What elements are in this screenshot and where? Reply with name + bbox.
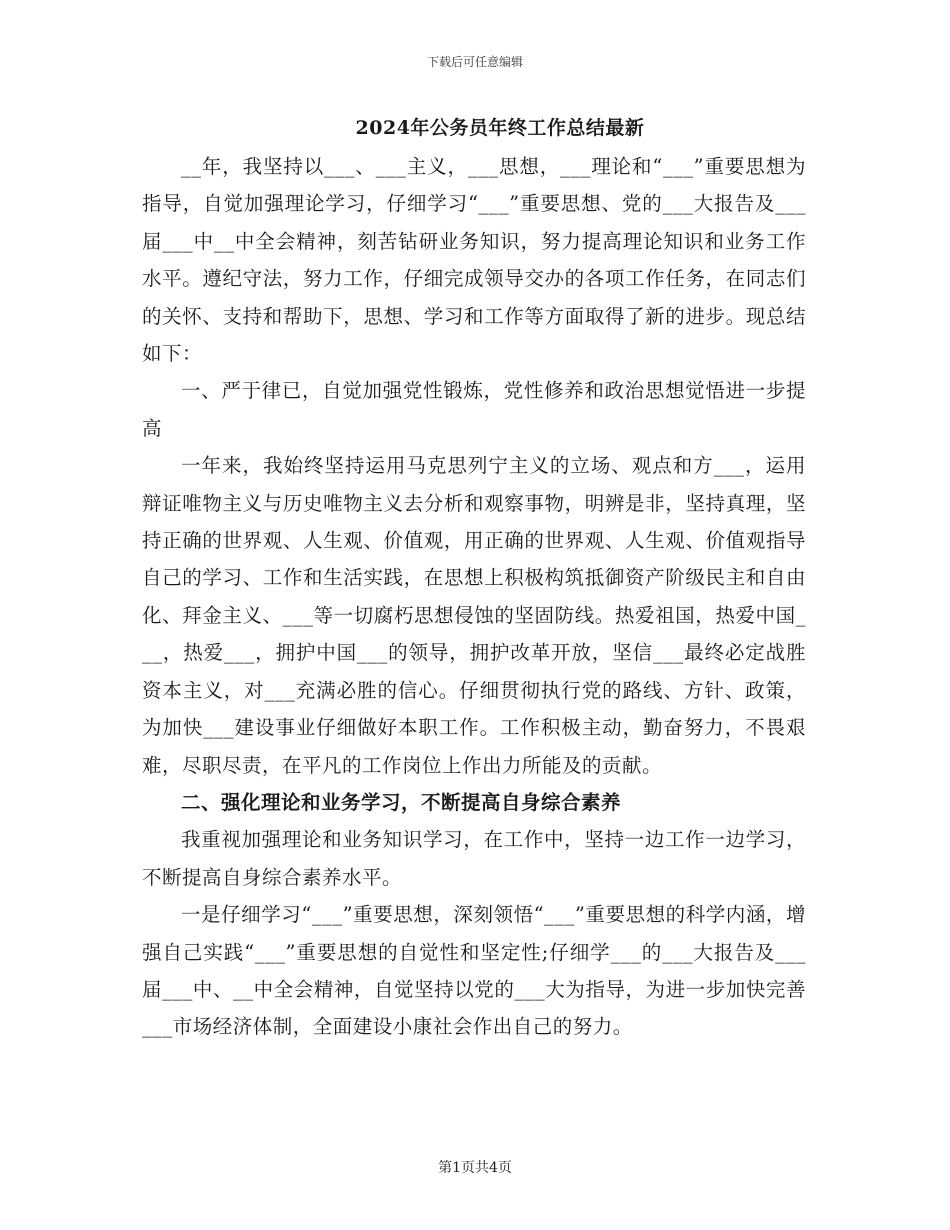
section-heading-1: 一、严于律已，自觉加强党性锻炼，党性修养和政治思想觉悟进一步提高 <box>142 379 806 440</box>
intro-paragraph: __年，我坚持以___、___主义，___思想，___理论和“___”重要思想为指导，自觉加强理论学习，仔细学习“___”重要思想、党的___大报告及___届___中__中全会精神，刻苦钻研业务知识，努力提高理论知识和业务工作水平。遵纪守法，努力工作，仔细完成领导交办的各项工作任务，在同志们的关怀、支持和帮助下，思想、学习和工作等方面取得了新的进步。现总结如下： <box>142 155 806 366</box>
page-number: 第1页共4页 <box>438 1160 512 1176</box>
section-2-paragraph: 我重视加强理论和业务知识学习，在工作中，坚持一边工作一边学习，不断提高自身综合素养水平。 <box>142 828 806 889</box>
document-body <box>142 148 806 1046</box>
section-1-paragraph: 一年来，我始终坚持运用马克思列宁主义的立场、观点和方___，运用辩证唯物主义与历史唯物主义去分析和观察事物，明辨是非，坚持真理，坚持正确的世界观、人生观、价值观，用正确的世界观、人生观、价值观指导自己的学习、工作和生活实践，在思想上积极构筑抵御资产阶级民主和自由化、拜金主义、___等一切腐朽思想侵蚀的坚固防线。热爱祖国，热爱中国___，热爱___，拥护中国___的领导，拥护改革开放，坚信___最终必定战胜资本主义，对___充满必胜的信心。仔细贯彻执行党的路线、方针、政策，为加快___建设事业仔细做好本职工作。工作积极主动，勤奋努力，不畏艰难，尽职尽责，在平凡的工作岗位上作出力所能及的贡献。 <box>142 454 806 777</box>
section-heading-2: 二、强化理论和业务学习，不断提高自身综合素养 <box>181 790 622 814</box>
document-title: 2024年公务员年终工作总结最新 <box>355 117 645 139</box>
section-2-point-1: 一是仔细学习“___”重要思想，深刻领悟“___”重要思想的科学内涵，增强自己实践“___”重要思想的自觉性和坚定性;仔细学___的___大报告及___届___中、__中全会精神，自觉坚持以党的___大为指导，为进一步加快完善___市场经济体制，全面建设小康社会作出自己的努力。 <box>142 903 806 1039</box>
header-note: 下载后可任意编辑 <box>426 55 523 69</box>
